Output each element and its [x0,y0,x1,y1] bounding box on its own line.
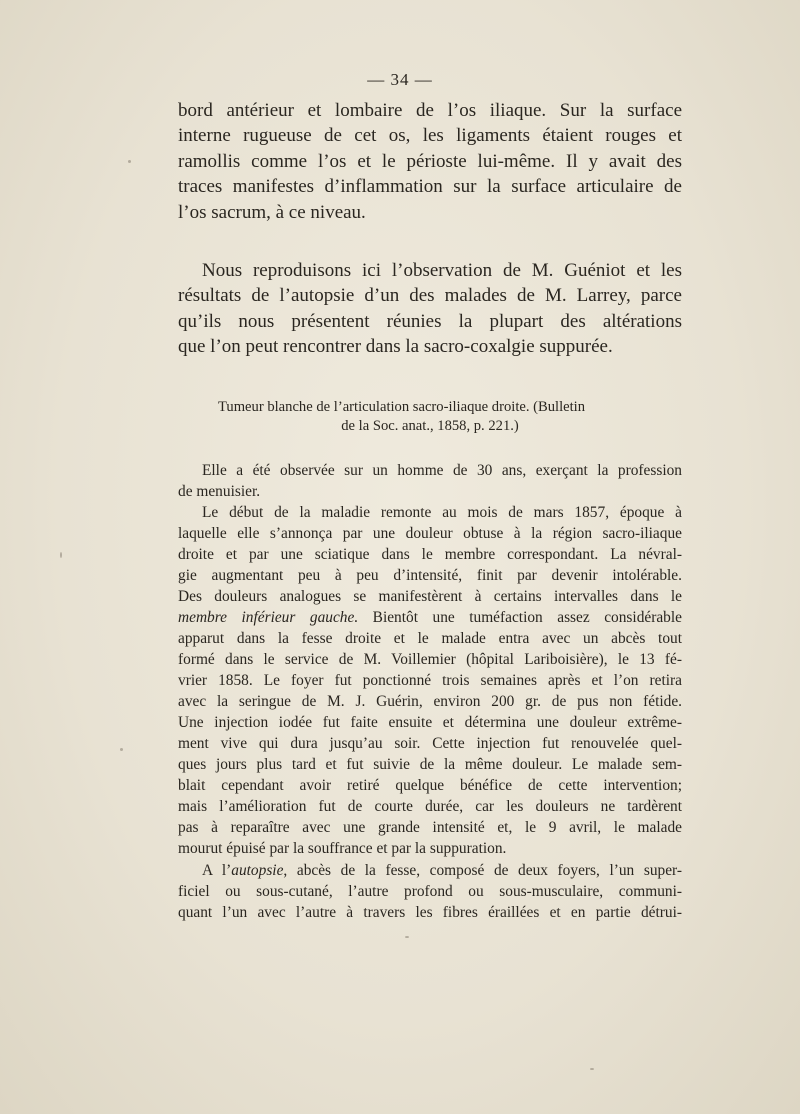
text-line: traces manifestes d’inflammation sur la surface articulaire de [178,176,682,198]
text-fragment: A l’ [202,862,232,879]
page-number: — 34 — [367,70,433,89]
paragraph-autopsy [178,860,682,923]
text-fragment: , abcès de la fesse, composé de deux foyers, l’un super- [283,862,682,879]
text-line: bord antérieur et lombaire de l’os iliaque. Sur la surface [178,100,682,121]
paragraph-introduction [178,258,682,360]
text-line: ment vive qui dura jusqu’au soir. Cette injection fut renouvelée quel- [178,735,682,752]
text-line: résultats de l’autopsie d’un des malades de M. Larrey, parce [178,285,682,307]
text-line: mais l’amélioration fut de courte durée, car les douleurs ne tardèrent [178,798,682,815]
text-line [178,607,682,628]
italic-word: autopsie [231,862,284,879]
text-line: Le début de la maladie remonte au mois de mars 1857, époque à [202,504,682,521]
paragraph-continuation [178,98,682,225]
text-line: ques jours plus tard et fut suivie de la même douleur. Le malade sem- [178,756,682,773]
observation-heading [178,398,682,436]
text-line: Nous reproduisons ici l’observation de M. Guéniot et les [202,260,682,281]
paragraph-history [178,502,682,859]
text-line: avec la seringue de M. J. Guérin, environ 200 gr. de pus non fétide. [178,693,682,710]
heading-line: de la Soc. anat., 1858, p. 221.) [341,418,519,434]
text-line: gie augmentant peu à peu d’intensité, finit par devenir intolérable. [178,567,682,584]
text-line: pas à reparaître avec une grande intensité et, le 9 avril, le malade [178,819,682,836]
text-line: laquelle elle s’annonça par une douleur obtuse à la région sacro-iliaque [178,525,682,542]
paper-speck [120,748,123,751]
text-line: de menuisier. [178,483,261,500]
paper-speck [590,1068,594,1070]
text-line: qu’ils nous présentent réunies la plupart des altérations [178,310,682,332]
text-line: blait cependant avoir retiré quelque bénéfice de cette intervention; [178,777,682,794]
text-fragment: Bientôt une tuméfaction assez considérable [358,609,682,626]
text-line: ficiel ou sous-cutané, l’autre profond ou sous-musculaire, communi- [178,883,682,900]
text-line: droite et par une sciatique dans le membre correspondant. La névral- [178,546,682,563]
text-line: l’os sacrum, à ce niveau. [178,201,366,223]
paper-speck [128,160,131,163]
paper-speck [405,936,409,938]
paper-speck [60,552,62,558]
text-line: que l’on peut rencontrer dans la sacro-coxalgie suppurée. [178,336,613,358]
text-line: Elle a été observée sur un homme de 30 ans, exerçant la profession [202,462,682,479]
paragraph-patient [178,460,682,502]
text-line: Des douleurs analogues se manifestèrent à certains intervalles dans le [178,588,682,605]
text-line: Une injection iodée fut faite ensuite et détermina une douleur extrême- [178,714,682,731]
text-line: apparut dans la fesse droite et le malade entra avec un abcès tout [178,630,682,647]
heading-line: Tumeur blanche de l’articulation sacro-iliaque droite. (Bulletin [218,399,586,415]
text-line: quant l’un avec l’autre à travers les fibres éraillées et en partie détrui- [178,904,682,921]
text-line: vrier 1858. Le foyer fut ponctionné trois semaines après et l’on retira [178,672,682,689]
text-line: ramollis comme l’os et le périoste lui-même. Il y avait des [178,150,682,172]
text-line [178,860,682,881]
italic-phrase: membre inférieur gauche. [178,609,359,626]
text-line: mourut épuisé par la souffrance et par la suppuration. [178,840,507,857]
text-line: interne rugueuse de cet os, les ligaments étaient rouges et [178,125,682,147]
text-line: formé dans le service de M. Voillemier (hôpital Lariboisière), le 13 fé- [178,651,682,668]
